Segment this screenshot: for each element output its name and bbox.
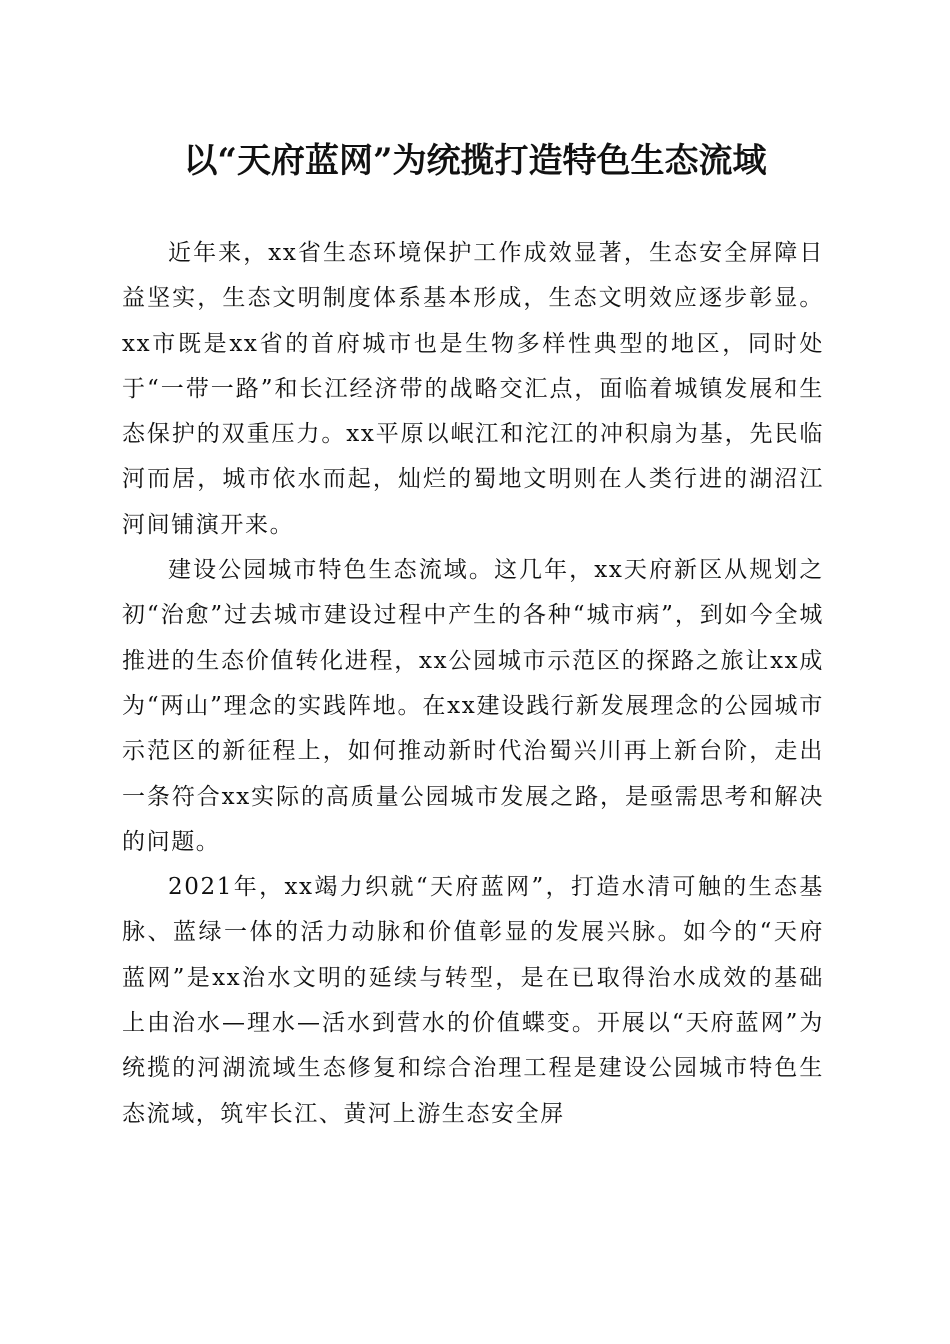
document-title: 以“天府蓝网”为统揽打造特色生态流域 <box>183 141 767 181</box>
paragraph-blue-network: 2021年，xx竭力织就“天府蓝网”，打造水清可触的生态基脉、蓝绿一体的活力动脉和价值彰显的发展兴脉。如今的“天府蓝网”是xx治水文明的延续与转型，是在已取得治水成效的基础上由治水—理水—活水到营水的价值蝶变。开展以“天府蓝网”为统揽的河湖流域生态修复和综合治理工程是建设公园城市特色生态流域，筑牢长江、黄河上游生态安全屏 <box>122 874 824 1127</box>
document-body <box>122 231 824 1137</box>
paragraph-intro: 近年来，xx省生态环境保护工作成效显著，生态安全屏障日益坚实，生态文明制度体系基本形成，生态文明效应逐步彰显。xx市既是xx省的首府城市也是生物多样性典型的地区，同时处于“一带一路”和长江经济带的战略交汇点，面临着城镇发展和生态保护的双重压力。xx平原以岷江和沱江的冲积扇为基，先民临河而居，城市依水而起，灿烂的蜀地文明则在人类行进的湖沼江河间铺演开来。 <box>122 240 824 538</box>
paragraph-park-city: 建设公园城市特色生态流域。这几年，xx天府新区从规划之初“治愈”过去城市建设过程中产生的各种“城市病”，到如今全城推进的生态价值转化进程，xx公园城市示范区的探路之旅让xx成为“两山”理念的实践阵地。在xx建设践行新发展理念的公园城市示范区的新征程上，如何推动新时代治蜀兴川再上新台阶，走出一条符合xx实际的高质量公园城市发展之路，是亟需思考和解决的问题。 <box>122 557 824 855</box>
